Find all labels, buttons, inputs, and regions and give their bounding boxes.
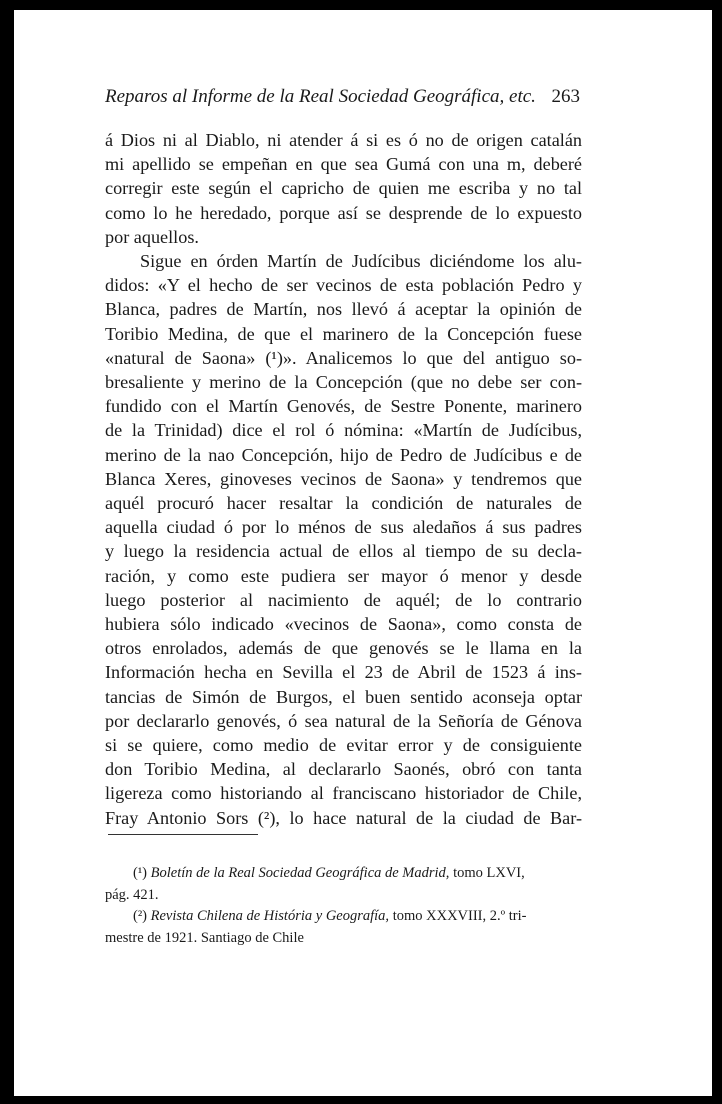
text-line: Blanca Xeres, ginoveses vecinos de Saona» y tendremos que	[105, 468, 582, 489]
text-line: por aquellos.	[105, 226, 199, 247]
footnote-detail: tomo XXXVIII, 2.º tri-	[392, 908, 527, 924]
text-line: hubiera sólo indicado «vecinos de Saona», como consta de	[105, 614, 582, 635]
text-line: corregir este según el capricho de quien me escriba y no tal	[105, 178, 582, 199]
footnote-continuation: pág. 421.	[105, 886, 159, 903]
text-line: Información hecha en Sevilla el 23 de Abril de 1523 á ins-	[105, 662, 582, 683]
text-line: tancias de Simón de Burgos, el buen sentido aconseja optar	[105, 686, 582, 707]
footnote-marker: (¹)	[133, 865, 148, 881]
text-line: ligereza como historiando al franciscano historiador de Chile,	[105, 783, 582, 804]
text-line: si se quiere, como medio de evitar error y de consiguiente	[105, 735, 582, 756]
footnote-marker: (²)	[133, 908, 148, 924]
text-line: didos: «Y el hecho de ser vecinos de esta población Pedro y	[105, 275, 582, 296]
text-line: mi apellido se empeñan en que sea Gumá con una m, deberé	[105, 154, 582, 175]
text-line: aquél procuró hacer resaltar la condición de naturales de	[105, 493, 582, 514]
text-line: á Dios ni al Diablo, ni atender á si es ó no de origen catalán	[105, 130, 582, 150]
running-header	[105, 86, 580, 108]
footnote-1	[105, 863, 582, 906]
footnote-detail: tomo LXVI,	[453, 865, 525, 881]
text-line: fundido con el Martín Genovés, de Sestre Ponente, marinero	[105, 396, 582, 417]
footnote-title: Revista Chilena de História y Geografía,	[150, 908, 390, 924]
text-line: don Toribio Medina, al declararlo Saonés, obró con tanta	[105, 759, 582, 780]
text-line: aquella ciudad ó por lo ménos de sus aledaños á sus padres	[105, 517, 582, 538]
footnote-divider	[108, 834, 258, 835]
text-line: Fray Antonio Sors (²), lo hace natural de la ciudad de Bar-	[105, 807, 582, 828]
book-page	[14, 10, 712, 1096]
text-line: bresaliente y merino de la Concepción (que no debe ser con-	[105, 372, 582, 393]
text-line: «natural de Saona» (¹)». Analicemos lo que del antiguo so-	[105, 347, 582, 368]
running-title: Reparos al Informe de la Real Sociedad Geográfica, etc.	[105, 86, 536, 107]
text-line: por declararlo genovés, ó sea natural de la Señoría de Génova	[105, 710, 582, 731]
page-number: 263	[551, 86, 580, 107]
footnote-continuation: mestre de 1921. Santiago de Chile	[105, 929, 304, 946]
text-line: Blanca, padres de Martín, nos llevó á aceptar la opinión de	[105, 299, 582, 320]
text-line: Sigue en órden Martín de Judícibus diciéndome los alu-	[140, 251, 582, 272]
text-line: merino de la nao Concepción, hijo de Pedro de Judícibus e de	[105, 444, 582, 465]
text-line: y luego la residencia actual de ellos al tiempo de su decla-	[105, 541, 582, 562]
main-text	[105, 128, 582, 830]
text-line: Toribio Medina, de que el marinero de la Concepción fuese	[105, 323, 582, 344]
text-line: como lo he heredado, porque así se desprende de lo expuesto	[105, 202, 582, 223]
footnotes	[105, 863, 582, 949]
text-line: otros enrolados, además de que genovés se le llama en la	[105, 638, 582, 659]
text-line: luego posterior al nacimiento de aquél; de lo contrario	[105, 589, 582, 610]
footnote-title: Boletín de la Real Sociedad Geográfica de Madrid,	[150, 865, 450, 881]
footnote-2	[105, 906, 582, 949]
text-line: ración, y como este pudiera ser mayor ó menor y desde	[105, 565, 582, 586]
text-line: de la Trinidad) dice el rol ó nómina: «Martín de Judícibus,	[105, 420, 582, 441]
